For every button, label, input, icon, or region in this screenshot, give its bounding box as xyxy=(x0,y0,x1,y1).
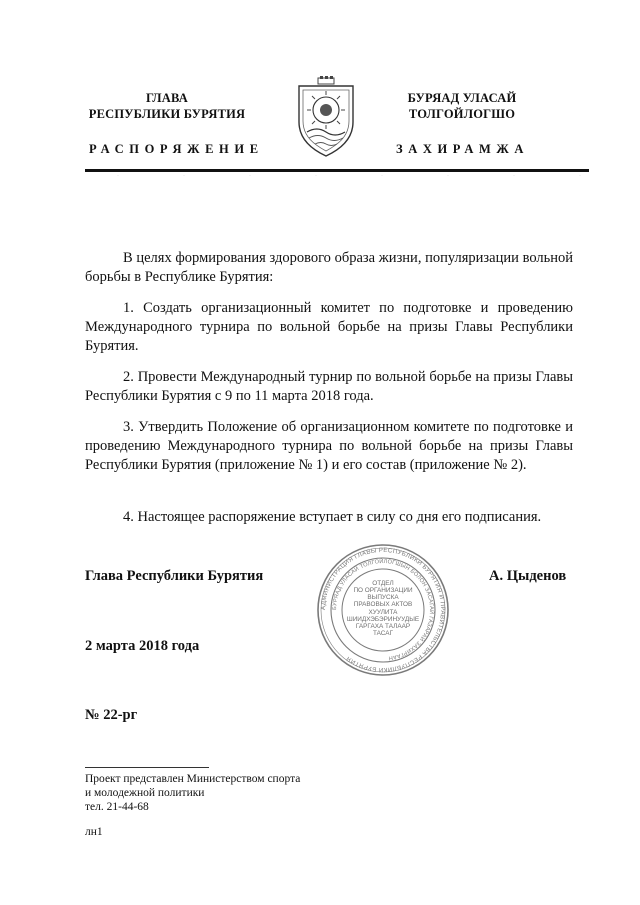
footer-phone: тел. 21-44-68 xyxy=(85,801,149,813)
document-number: № 22-рг xyxy=(85,707,138,723)
stamp-center-line: ПО ОРГАНИЗАЦИИ xyxy=(353,587,413,594)
item-2-paragraph: 2. Провести Международный турнир по вольной борьбе на призы Главы Республики Бурятия с 9 по 11 марта 2018 года. xyxy=(85,369,573,404)
document-date: 2 марта 2018 года xyxy=(85,638,200,654)
document-type-ru: РАСПОРЯЖЕНИЕ xyxy=(89,142,264,156)
intro-paragraph: В целях формирования здорового образа жизни, популяризации вольной борьбы в Республике Бурятия: xyxy=(85,250,573,285)
header-right-line1: БУРЯАД УЛАСАЙ xyxy=(407,91,517,105)
footer-divider xyxy=(85,767,209,768)
stamp-center-line: ТАСАГ xyxy=(372,630,394,637)
header-left-line1: ГЛАВА xyxy=(146,91,188,105)
header-dotted-divider xyxy=(85,175,589,176)
signatory-name: А. Цыденов xyxy=(489,568,567,584)
item-1-paragraph: 1. Создать организационный комитет по подготовке и проведению Международного турнира по вольной борьбе на призы Главы Республики Бурятия. xyxy=(85,300,573,354)
header-left-line2: РЕСПУБЛИКИ БУРЯТИЯ xyxy=(88,107,246,121)
stamp-inner-text: БУРЯАД УЛАСАЙ ТОЛГОЙЛОГШЫН БОЛОН ЗАСАГАЙ ГАЗАРАЙ ЗАХИРГААН xyxy=(331,558,435,661)
stamp-outer-text: АДМИНИСТРАЦИЯ ГЛАВЫ РЕСПУБЛИКИ БУРЯТИЯ И ПРАВИТЕЛЬСТВА РЕСПУБЛИКИ БУРЯТИЯ xyxy=(319,546,447,674)
item-3-paragraph: 3. Утвердить Положение об организационном комитете по подготовке и проведению Международного турнира по вольной борьбе на призы Главы Республики Бурятия (приложение № 1) и его состав (приложение № 2). xyxy=(85,419,573,473)
header-left xyxy=(72,90,262,122)
stamp-center-line: ВЫПУСКА xyxy=(367,594,399,601)
header-right-line2: ТОЛГОЙЛОГШО xyxy=(408,107,516,121)
stamp-center-line: ГАРГАХА ТАЛААР xyxy=(355,623,411,630)
footer-line: Проект представлен Министерством спорта xyxy=(85,773,301,785)
footer-line: и молодежной политики xyxy=(85,787,205,799)
signatory-title: Глава Республики Бурятия xyxy=(85,568,264,584)
header-divider xyxy=(85,169,589,172)
footer-code: лн1 xyxy=(85,826,103,838)
stamp-center-line: ШИИДХЭБЭРИНУУДЫЕ xyxy=(346,616,420,623)
item-4-paragraph: 4. Настоящее распоряжение вступает в силу со дня его подписания. xyxy=(123,509,542,525)
stamp-center-line: ХУУЛИТА xyxy=(368,609,398,616)
header-right xyxy=(382,90,542,122)
coat-of-arms-icon xyxy=(293,76,359,158)
official-stamp xyxy=(314,543,452,677)
stamp-center-line: ОТДЕЛ xyxy=(372,580,394,587)
footer-note xyxy=(85,772,300,814)
document-type-bua: ЗАХИРАМЖА xyxy=(396,142,530,156)
stamp-center-line: ПРАВОВЫХ АКТОВ xyxy=(353,601,413,608)
